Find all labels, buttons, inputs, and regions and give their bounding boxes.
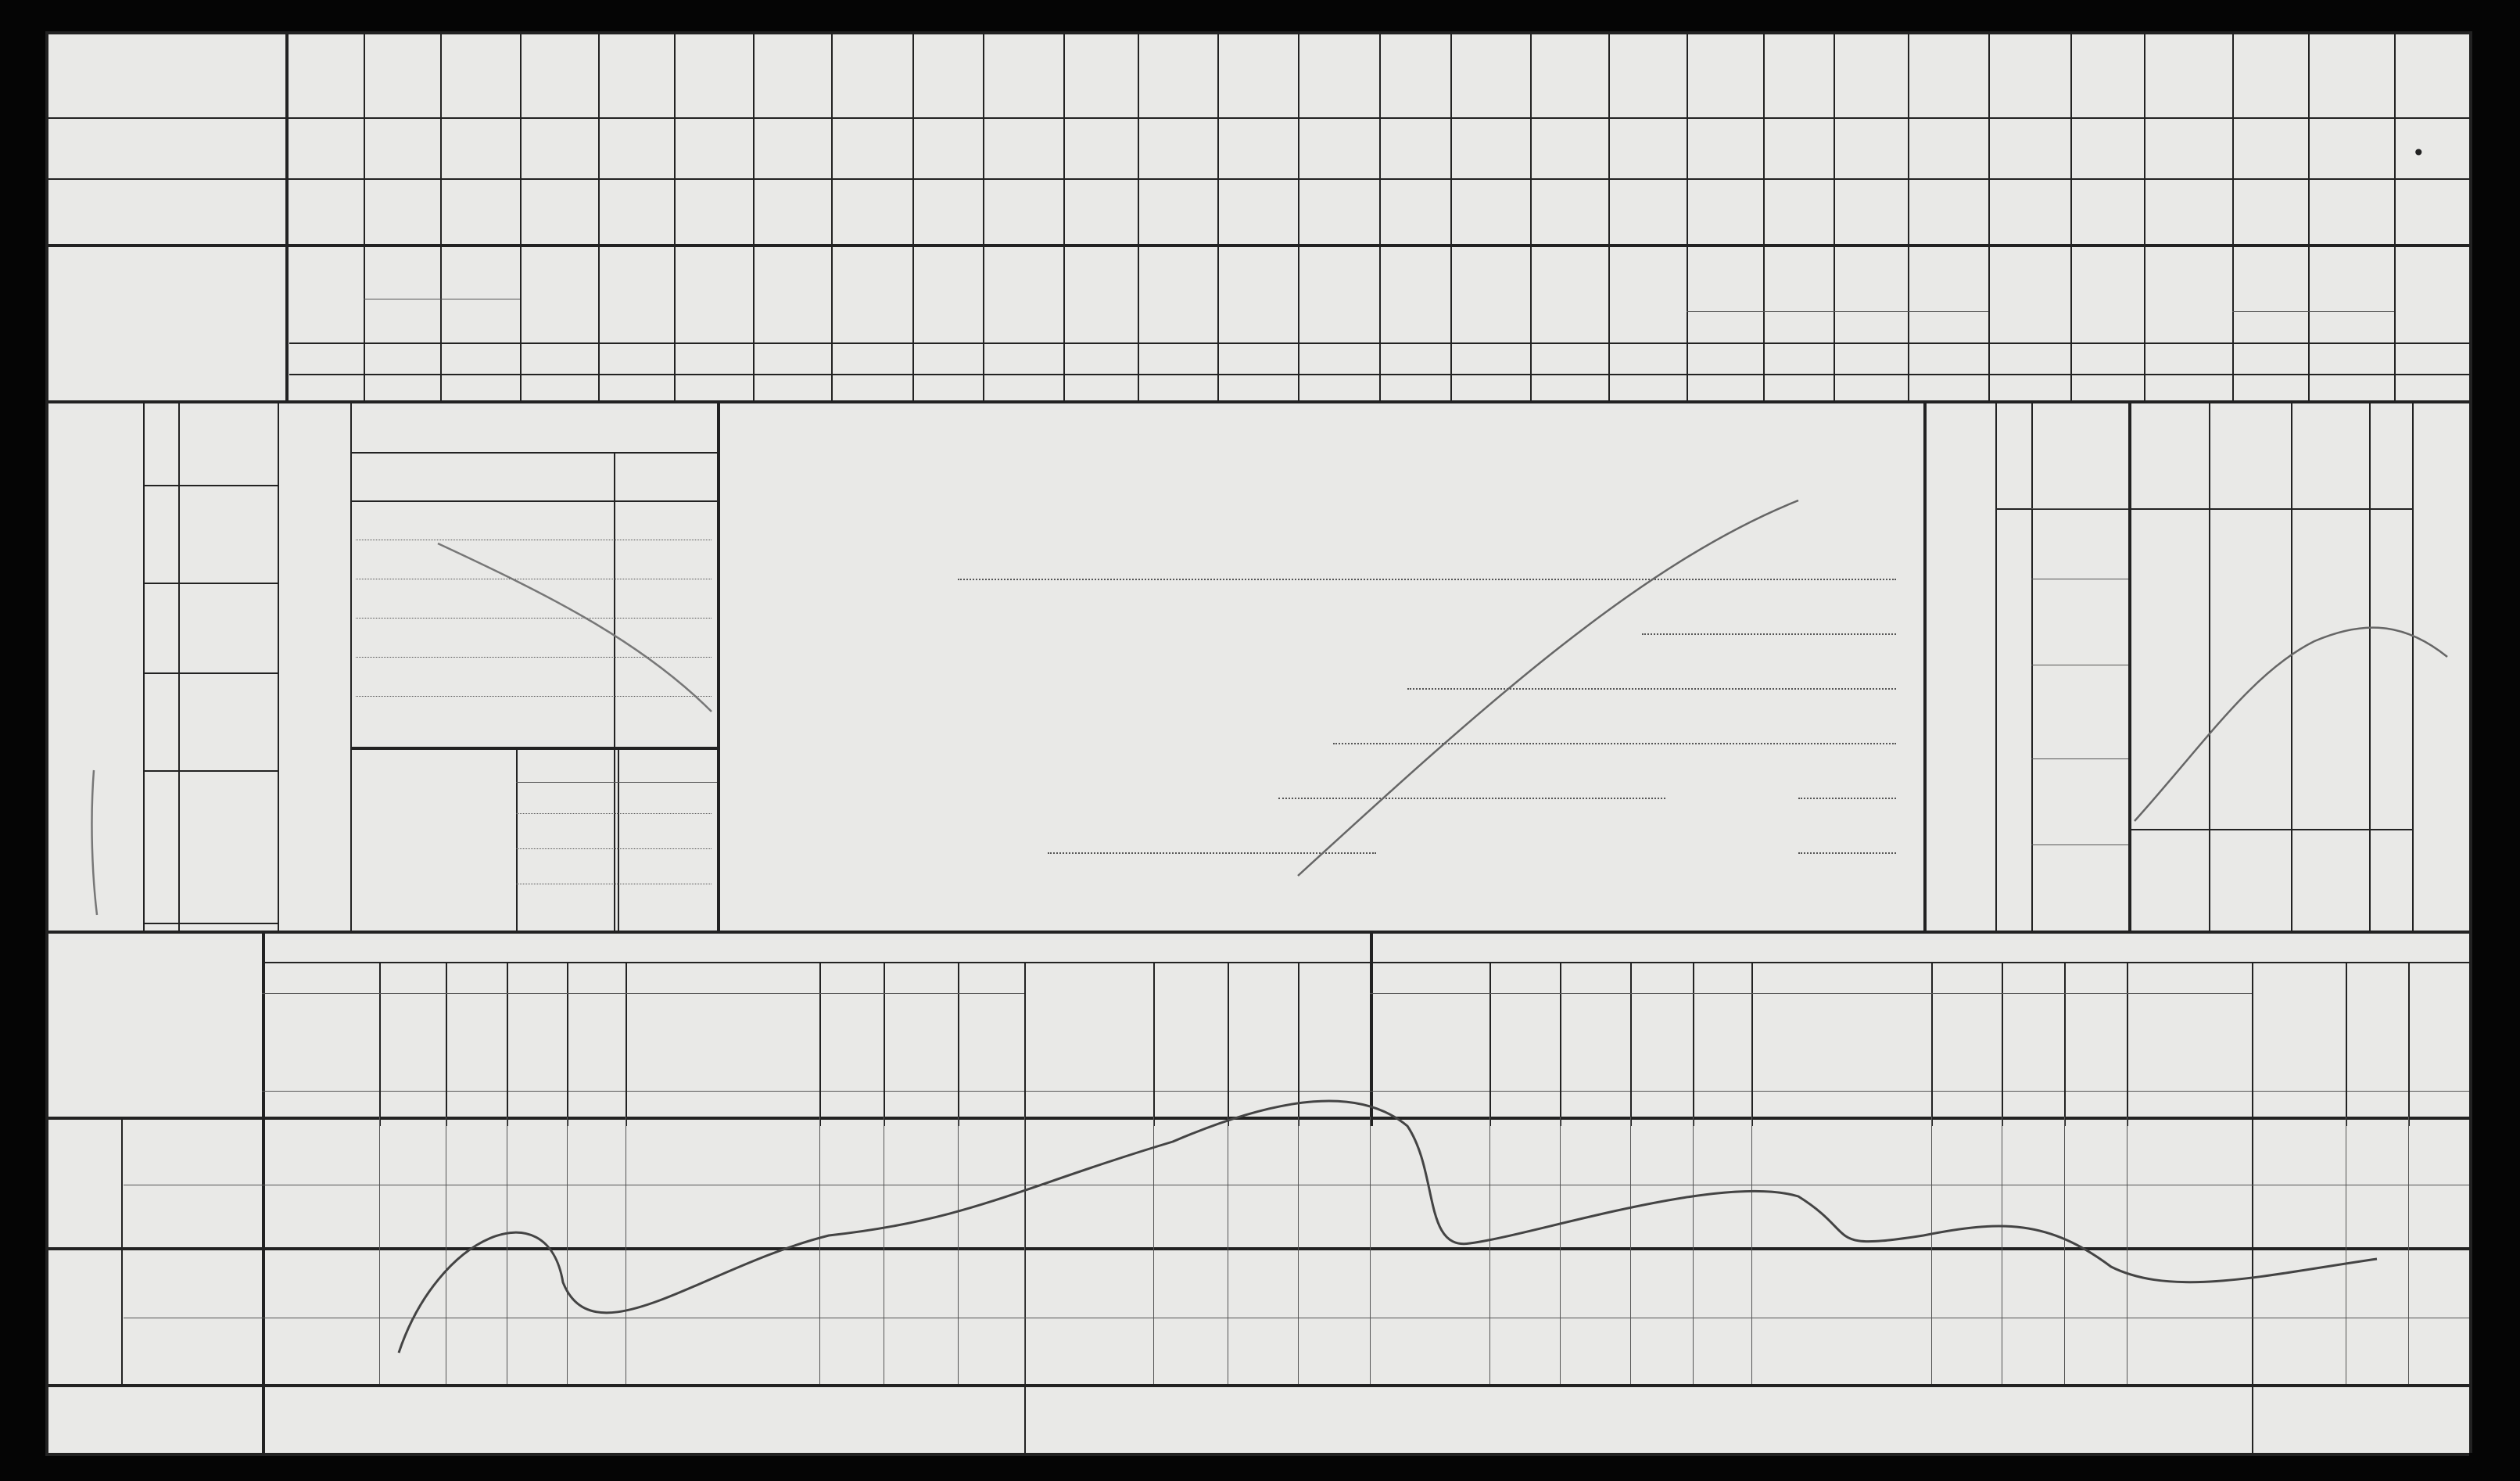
pencil-left-stroke xyxy=(91,770,97,915)
pencil-mark-dot: • xyxy=(2412,140,2425,166)
pencil-wave-bottom xyxy=(399,1101,2377,1353)
pencil-curve-right xyxy=(2135,628,2447,821)
pencil-curve-middle xyxy=(438,543,712,712)
pencil-diagonal xyxy=(1298,500,1798,876)
